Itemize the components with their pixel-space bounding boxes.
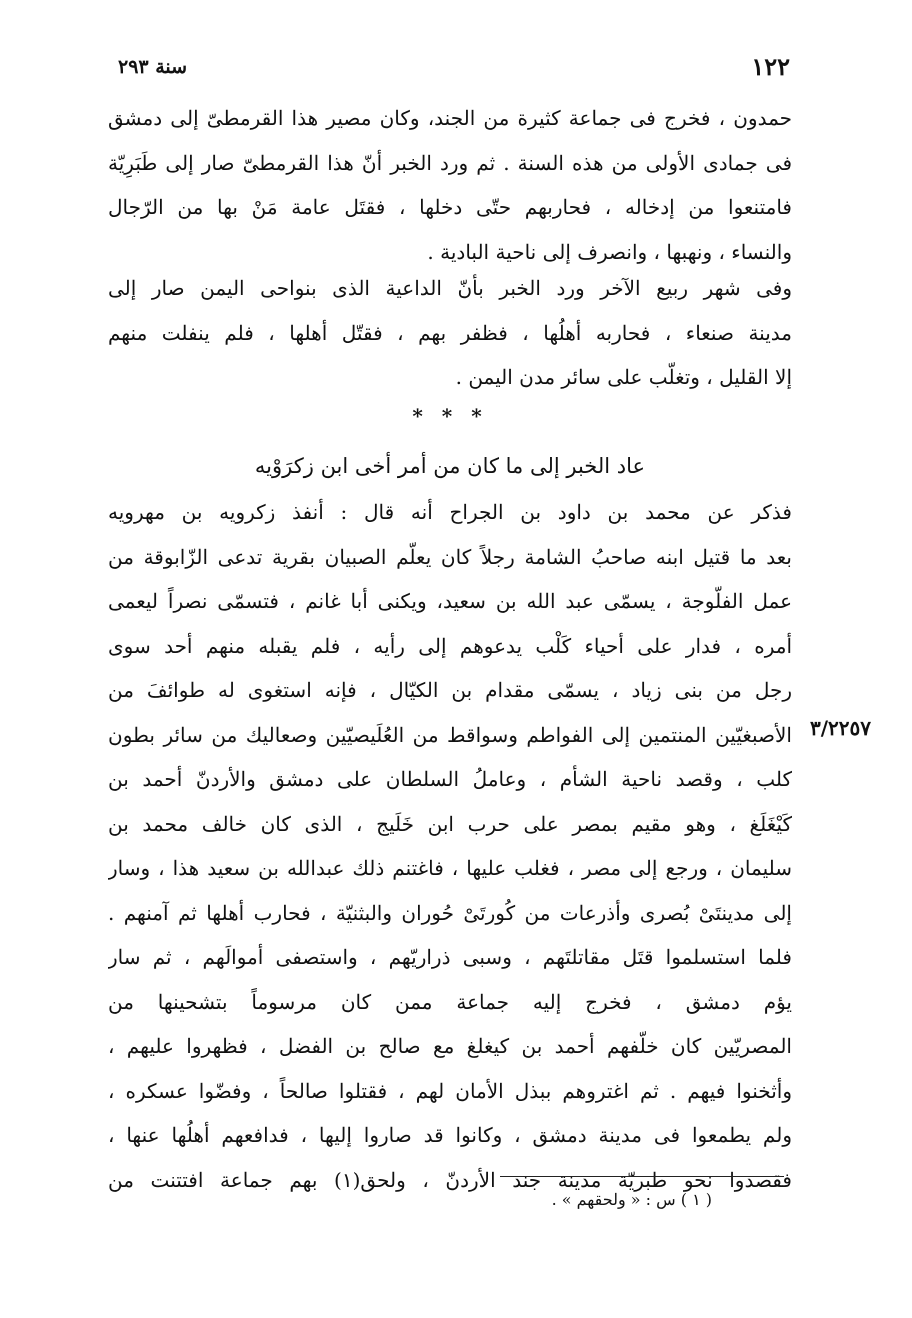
page-header: [118, 52, 790, 88]
text-line: بعد ما قتيل ابنه صاحبُ الشامة رجلاً كان يعلّم الصبيان بقرية تدعى الزّابوقة من: [108, 544, 792, 569]
text-line: رجل من بنى زياد ، يسمّى مقدام بن الكيّال ، فإنه استغوى له طوائفَ من: [108, 678, 792, 702]
text-line: ولم يطمعوا فى مدينة دمشق ، وكانوا قد صاروا إليها ، فدافعهم أهلُها عنها ،: [108, 1123, 792, 1147]
text-line: فى جمادى الأولى من هذه السنة . ثم ورد الخبر أنّ هذا القرمطىّ صار إلى طَبَرِيّة: [108, 150, 792, 175]
text-line: فلما استسلموا قتَل مقاتلتَهم ، وسبى ذراريّهم ، واستصفى أموالَهم ، ثم سار: [108, 945, 792, 969]
text-line: إلى مدينتَىْ بُصرى وأذرعات من كُورتَىْ حُوران والبثنيّة ، فحارب أهلها ثم آمنهم .: [108, 900, 792, 925]
text-line: والنساء ، ونهبها ، وانصرف إلى ناحية البادية .: [427, 239, 792, 264]
page-number: ١٢٢: [751, 52, 790, 81]
paragraph-1: [108, 96, 792, 274]
section-heading: عاد الخبر إلى ما كان من أمر أخى ابن زكرَوْيه: [254, 454, 646, 478]
paragraph-2: [108, 266, 792, 400]
text-line: الأصبغيّين المنتمين إلى الفواطم وسواقط من العُلَيصيّين وصعاليك من سائر بطون: [108, 722, 792, 747]
text-line: المصريّين كان خلّفهم أحمد بن كيغلغ مع صالح بن الفضل ، فظهروا عليهم ،: [108, 1034, 792, 1058]
running-head-year: سنة ٢٩٣: [118, 56, 188, 78]
text-line: إلا القليل ، وتغلّب على سائر مدن اليمن .: [455, 365, 792, 389]
text-line: عمل الفلّوجة ، يسمّى عبد الله بن سعيد، ويكنى أبا غانم ، فتسمّى نصراً ليعمى: [108, 589, 792, 613]
text-line: حمدون ، فخرج فى جماعة كثيرة من الجند، وكان مصير هذا القرمطىّ إلى دمشق: [108, 106, 792, 130]
text-line: فامتنعوا من إدخاله ، فحاربهم حتّى دخلها ، فقتَل عامة مَنْ بها من الرّجال: [108, 195, 792, 219]
text-line: فذكر عن محمد بن داود بن الجراح أنه قال : أنفذ زكرويه بن مهرويه: [108, 500, 792, 524]
footnote: ( ١ ) س : « ولحقهم » .: [551, 1190, 712, 1209]
margin-reference: ٣/٢٢٥٧: [810, 716, 872, 740]
text-line: سليمان ، ورجع إلى مصر ، فغلب عليها ، فاغتنم ذلك عبدالله بن سعيد هذا ، وسار: [108, 856, 792, 880]
text-line: مدينة صنعاء ، فحاربه أهلُها ، فظفر بهم ، فقتّل أهلها ، فلم ينفلت منهم: [108, 320, 792, 345]
text-line: كلب ، وقصد ناحية الشأم ، وعاملُ السلطان على دمشق والأردنّ أحمد بن: [108, 767, 792, 791]
text-line: فقصدوا نحو طبريّة مدينة جند الأردنّ ، ولحق(١) بهم جماعة افتتنت من: [108, 1167, 792, 1192]
text-line: وفى شهر ربيع الآخر ورد الخبر بأنّ الداعية الذى بنواحى اليمن صار إلى: [108, 276, 792, 300]
text-line: وأثخنوا فيهم . ثم اغتروهم ببذل الأمان لهم ، فقتلوا صالحاً ، وفضّوا عسكره ،: [108, 1078, 792, 1103]
text-line: أمره ، فدار على أحياء كَلْب يدعوهم إلى رأيه ، فلم يقبله منهم أحد سوى: [108, 633, 792, 658]
footnote-divider: [500, 1176, 784, 1177]
text-line: كَيْغَلَغ ، وهو مقيم بمصر على حرب ابن خَلَيج ، الذى كان خالف محمد بن: [108, 811, 792, 836]
text-line: يؤم دمشق ، فخرج إليه جماعة ممن كان مرسوماً بتشحينها من: [108, 989, 792, 1014]
paragraph-3: [108, 490, 792, 1202]
section-separator: * * *: [412, 404, 488, 428]
